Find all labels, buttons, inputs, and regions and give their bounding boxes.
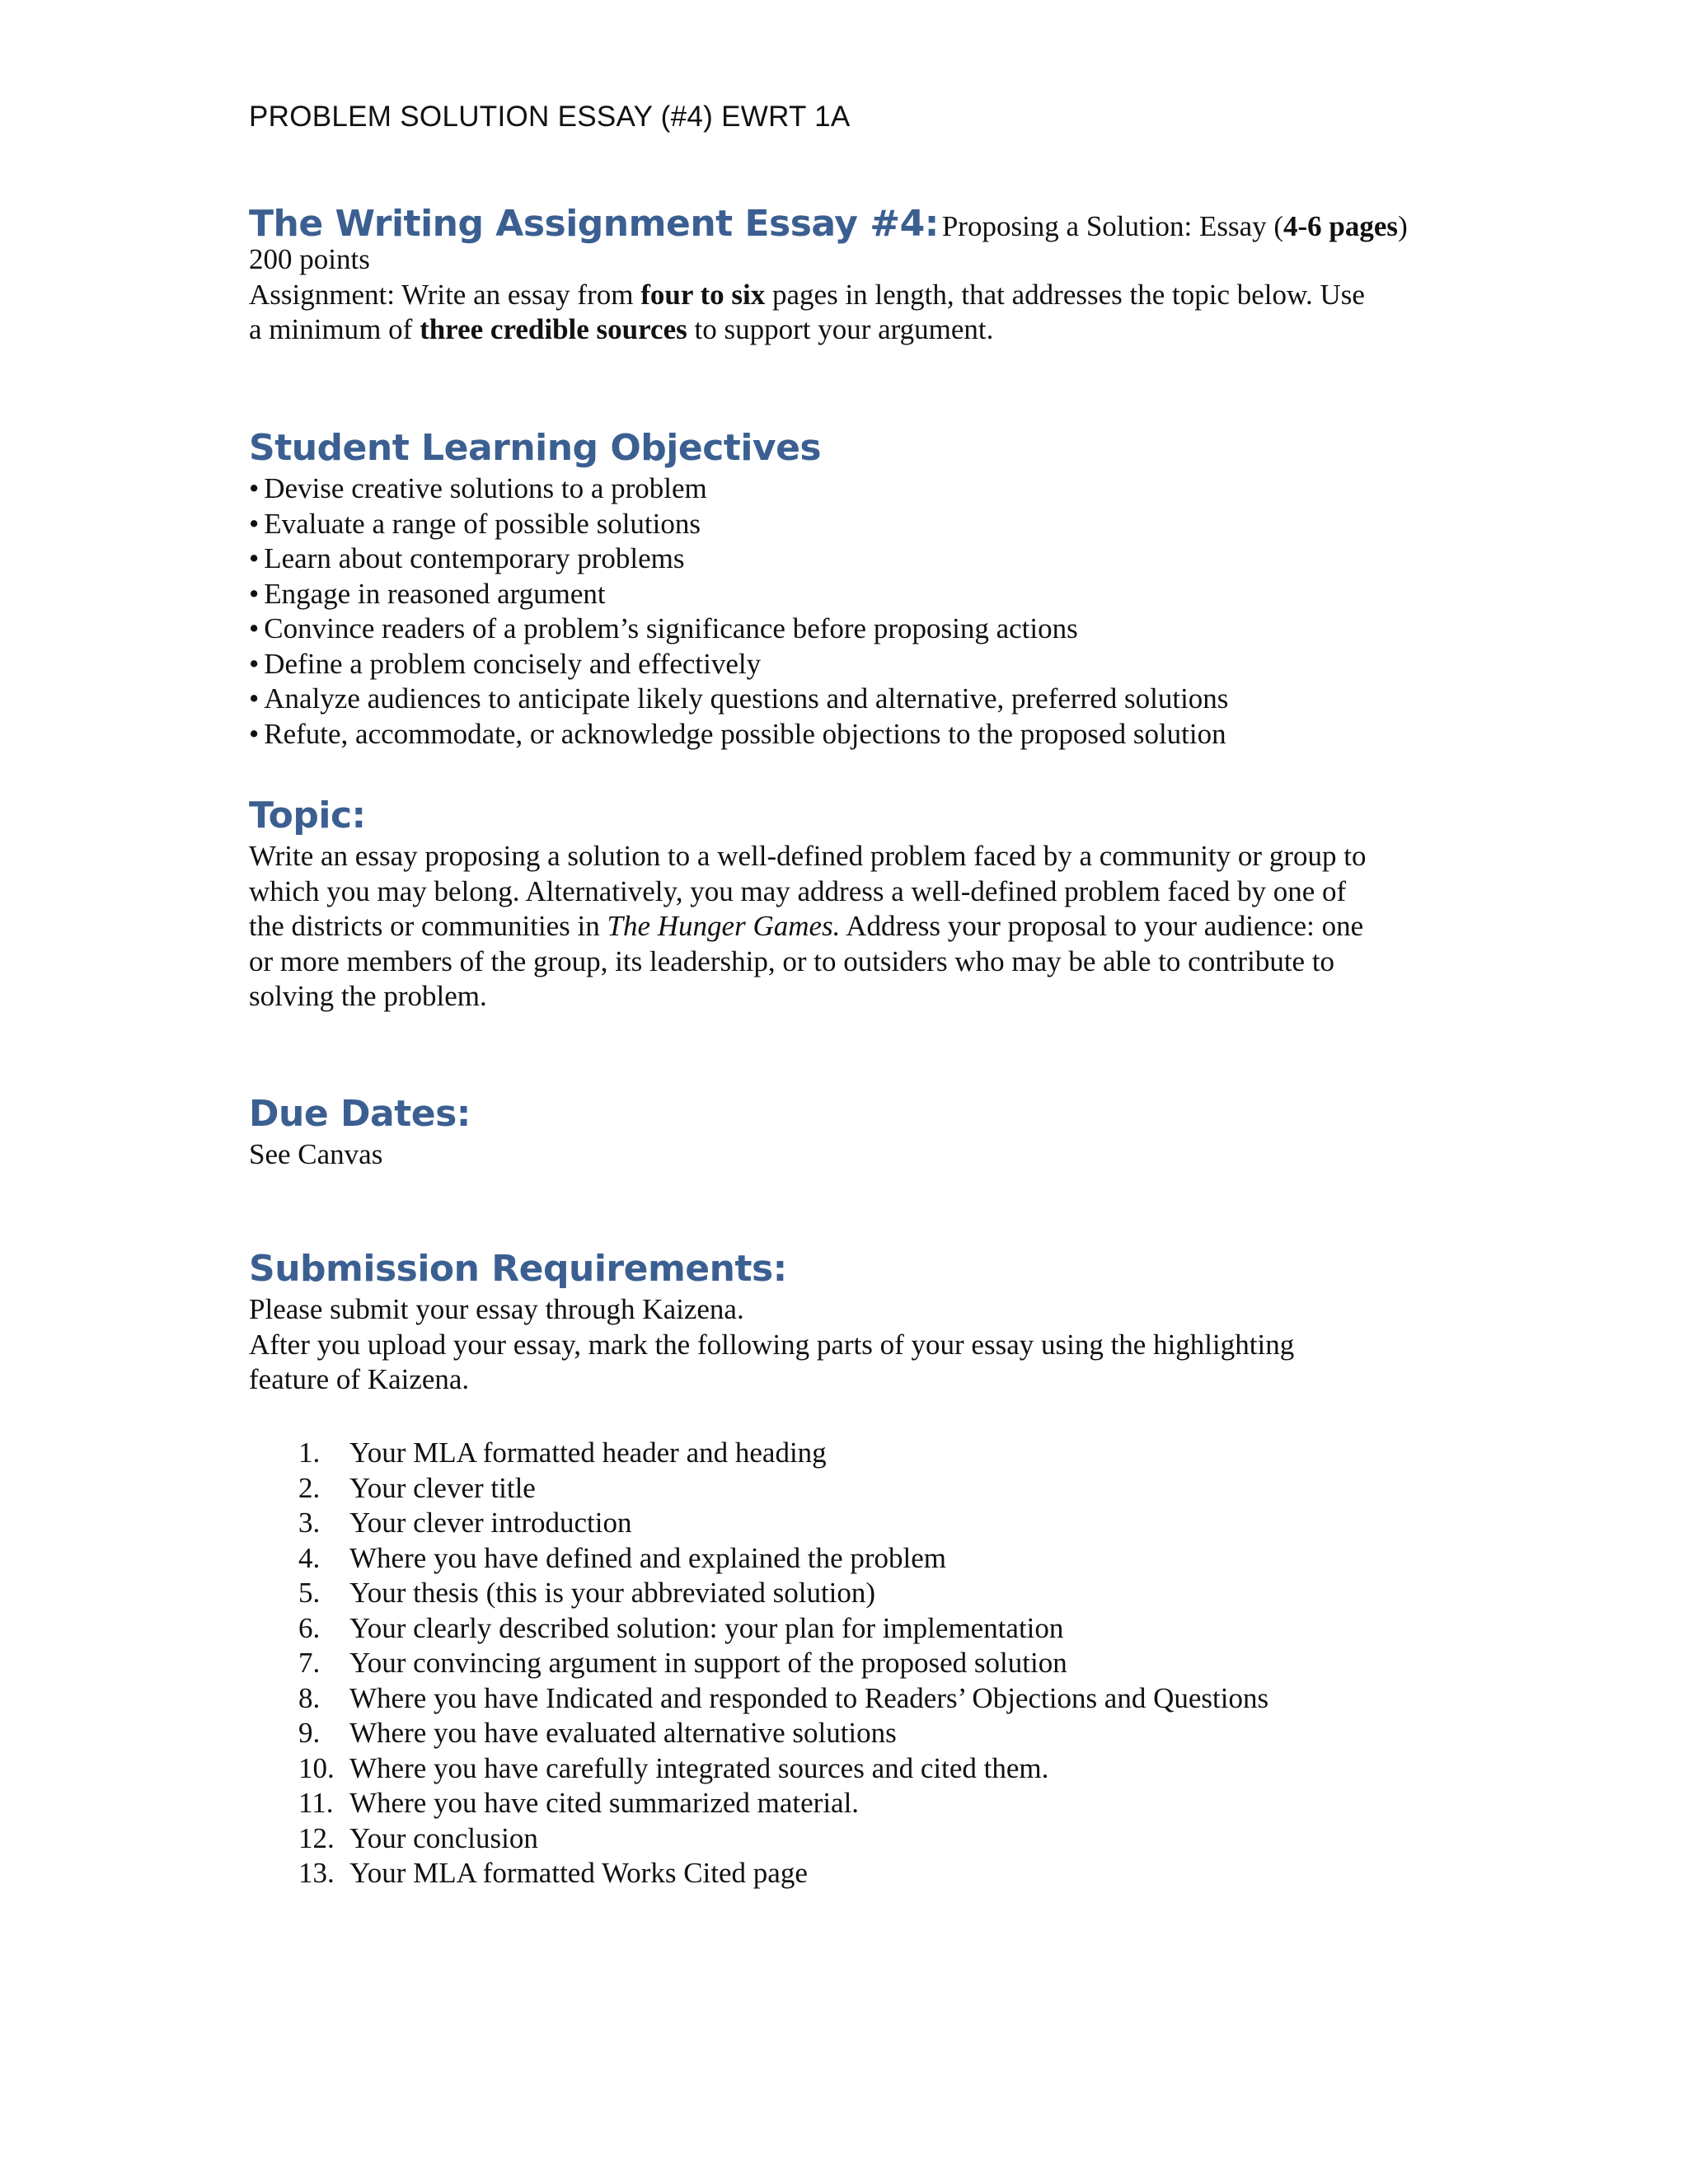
desc-text: Assignment: Write an essay from	[249, 278, 641, 311]
desc-text: to support your argument.	[687, 313, 994, 345]
part-number: 5.	[298, 1577, 321, 1609]
topic-section	[249, 793, 1452, 1015]
part-number: 6.	[298, 1611, 321, 1644]
part-text: Where you have carefully integrated sources and cited them.	[349, 1751, 1049, 1784]
part-text: Where you have evaluated alternative solutions	[349, 1717, 897, 1749]
desc-bold-sources: three credible sources	[420, 313, 687, 345]
assignment-description-line-1	[249, 278, 1452, 313]
assignment-heading: The Writing Assignment Essay #4:	[249, 203, 939, 245]
objectives-heading: Student Learning Objectives	[249, 427, 822, 469]
objective-item	[249, 717, 1452, 752]
topic-line	[249, 909, 1452, 944]
assignment-description-line-2	[249, 312, 1452, 348]
due-dates-section	[249, 1091, 1452, 1173]
part-number: 2.	[298, 1471, 321, 1504]
objective-text: Analyze audiences to anticipate likely questions and alternative, preferred solutions	[264, 682, 1229, 715]
submission-line: After you upload your essay, mark the following parts of your essay using the highlighting	[249, 1328, 1295, 1361]
part-item	[298, 1751, 1268, 1787]
topic-line: which you may belong. Alternatively, you may address a well-defined problem faced by one of	[249, 874, 1347, 907]
objective-text: Evaluate a range of possible solutions	[264, 507, 701, 540]
part-number: 12.	[298, 1821, 335, 1854]
objective-item	[249, 647, 1452, 682]
subtitle-suffix: )	[1398, 210, 1408, 242]
objective-text: Refute, accommodate, or acknowledge possible objections to the proposed solution	[264, 717, 1226, 750]
bullet-icon: •	[249, 682, 260, 715]
bullet-icon: •	[249, 542, 260, 574]
part-number: 1.	[298, 1436, 321, 1469]
part-number: 11.	[298, 1787, 334, 1819]
part-item	[298, 1541, 1268, 1577]
part-number: 10.	[298, 1751, 335, 1784]
part-number: 13.	[298, 1857, 335, 1889]
topic-text: Address your proposal to your audience: one	[840, 910, 1364, 942]
subtitle-prefix: Proposing a Solution: Essay (	[941, 210, 1284, 242]
assignment-title-line	[249, 201, 1452, 247]
objective-text: Devise creative solutions to a problem	[264, 472, 707, 504]
objectives-section	[249, 425, 1452, 752]
book-title: The Hunger Games.	[607, 910, 841, 942]
objectives-list	[249, 471, 1452, 752]
part-number: 7.	[298, 1647, 321, 1679]
assignment-subtitle	[942, 210, 1408, 242]
objective-item	[249, 612, 1452, 647]
objective-item	[249, 541, 1452, 577]
part-number: 9.	[298, 1717, 321, 1749]
desc-text: a minimum of	[249, 313, 420, 345]
part-item	[298, 1821, 1268, 1857]
part-item	[298, 1576, 1268, 1611]
part-item	[298, 1786, 1268, 1821]
objective-text: Convince readers of a problem’s significance before proposing actions	[264, 612, 1078, 644]
topic-line: solving the problem.	[249, 980, 487, 1012]
part-text: Your MLA formatted header and heading	[349, 1436, 827, 1469]
part-item	[298, 1856, 1268, 1891]
subtitle-page-count: 4-6 pages	[1283, 210, 1399, 242]
submission-heading: Submission Requirements:	[249, 1248, 787, 1290]
bullet-icon: •	[249, 577, 260, 610]
desc-bold-length: four to six	[640, 278, 766, 311]
submission-line: feature of Kaizena.	[249, 1363, 470, 1395]
submission-section	[249, 1246, 1452, 1398]
objective-text: Engage in reasoned argument	[264, 577, 606, 610]
part-item	[298, 1436, 1268, 1471]
part-text: Where you have defined and explained the problem	[349, 1541, 947, 1574]
objective-item	[249, 507, 1452, 542]
part-text: Your thesis (this is your abbreviated solution)	[349, 1577, 876, 1609]
bullet-icon: •	[249, 717, 260, 750]
part-item	[298, 1646, 1268, 1681]
part-text: Your clever title	[349, 1471, 536, 1504]
part-text: Where you have cited summarized material.	[349, 1787, 860, 1819]
part-item	[298, 1471, 1268, 1507]
part-item	[298, 1611, 1268, 1647]
part-text: Where you have Indicated and responded to Readers’ Objections and Questions	[349, 1681, 1269, 1714]
objective-item	[249, 577, 1452, 612]
part-text: Your clearly described solution: your plan for implementation	[349, 1611, 1064, 1644]
running-header: PROBLEM SOLUTION ESSAY (#4) EWRT 1A	[249, 101, 851, 133]
part-item	[298, 1681, 1268, 1717]
objective-item	[249, 471, 1452, 507]
objective-text: Define a problem concisely and effectively	[264, 647, 762, 680]
objective-text: Learn about contemporary problems	[264, 542, 685, 574]
part-number: 4.	[298, 1541, 321, 1574]
part-text: Your clever introduction	[349, 1507, 632, 1539]
parts-list	[298, 1436, 1268, 1891]
bullet-icon: •	[249, 647, 260, 680]
topic-line: Write an essay proposing a solution to a well-defined problem faced by a community or group to	[249, 840, 1367, 872]
part-item	[298, 1716, 1268, 1751]
assignment-section	[249, 201, 1452, 348]
due-dates-heading: Due Dates:	[249, 1093, 471, 1135]
objective-item	[249, 682, 1452, 717]
part-text: Your MLA formatted Works Cited page	[349, 1857, 808, 1889]
part-item	[298, 1506, 1268, 1541]
topic-heading: Topic:	[249, 794, 366, 837]
bullet-icon: •	[249, 507, 260, 540]
assignment-points: 200 points	[249, 243, 370, 275]
part-text: Your conclusion	[349, 1821, 538, 1854]
part-text: Your convincing argument in support of the proposed solution	[349, 1647, 1067, 1679]
bullet-icon: •	[249, 472, 260, 504]
submission-line: Please submit your essay through Kaizena.	[249, 1293, 744, 1325]
topic-line: or more members of the group, its leadership, or to outsiders who may be able to contribute to	[249, 944, 1335, 977]
part-number: 3.	[298, 1507, 321, 1539]
topic-text: the districts or communities in	[249, 910, 607, 942]
bullet-icon: •	[249, 612, 260, 644]
part-number: 8.	[298, 1681, 321, 1714]
desc-text: pages in length, that addresses the topic below. Use	[765, 278, 1365, 311]
due-dates-text: See Canvas	[249, 1138, 383, 1170]
